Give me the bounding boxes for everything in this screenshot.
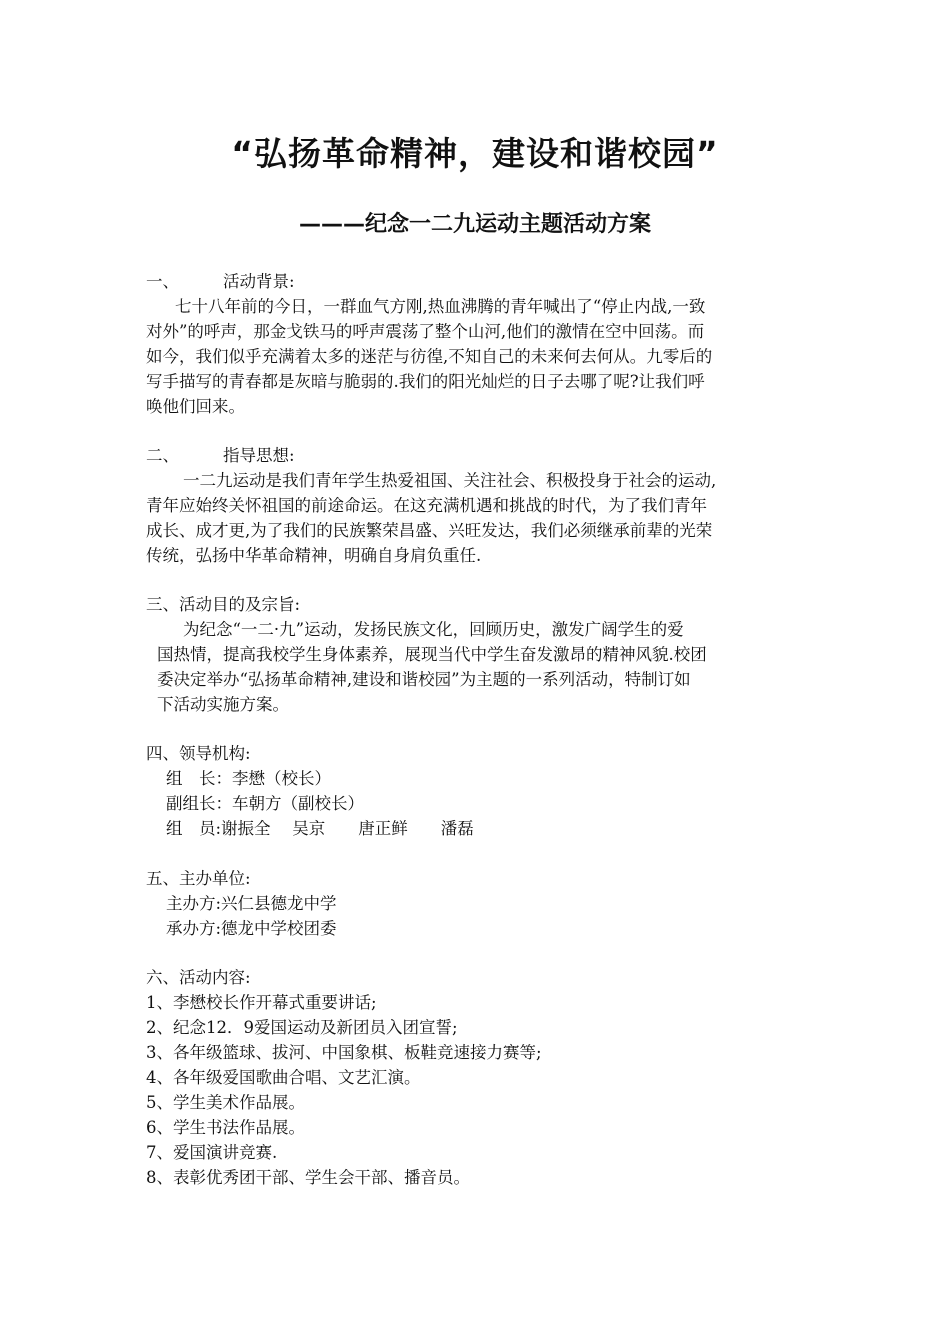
list-item: 5、学生美术作品展。: [146, 1093, 305, 1112]
list-item: 3、各年级篮球、拔河、中国象棋、板鞋竞速接力赛等;: [146, 1043, 542, 1062]
leader-line: 组 长：李懋（校长）: [166, 769, 331, 788]
list-item: 4、各年级爱国歌曲合唱、文艺汇演。: [146, 1068, 421, 1087]
section-heading-guiding: [146, 443, 295, 469]
list-item: 8、表彰优秀团干部、学生会干部、播音员。: [146, 1168, 470, 1187]
paragraph-line: 一二九运动是我们青年学生热爱祖国、关注社会、积极投身于社会的运动,: [183, 471, 717, 490]
paragraph-line: 唤他们回来。: [146, 397, 245, 416]
section-heading-background: [146, 269, 295, 295]
section-number: 一、: [146, 272, 179, 291]
paragraph-line: 为纪念“一二·九”运动，发扬民族文化，回顾历史，激发广阔学生的爱: [183, 620, 684, 639]
paragraph-line: 下活动实施方案。: [157, 695, 289, 714]
paragraph-line: 青年应始终关怀祖国的前途命运。在这充满机遇和挑战的时代，为了我们青年: [146, 496, 707, 515]
section-heading-purpose: 三、活动目的及宗旨:: [146, 595, 301, 614]
co-organizer-line: 承办方:德龙中学校团委: [166, 919, 337, 938]
list-item: 7、爱国演讲竞赛.: [146, 1143, 278, 1162]
section-heading-leadership: 四、领导机构:: [146, 744, 251, 763]
list-item: 1、李懋校长作开幕式重要讲话;: [146, 993, 377, 1012]
section-number: 二、: [146, 446, 179, 465]
organizer-line: 主办方:兴仁县德龙中学: [166, 894, 337, 913]
paragraph-line: 写手描写的青春都是灰暗与脆弱的.我们的阳光灿烂的日子去哪了呢?让我们呼: [146, 372, 705, 391]
list-item: 6、学生书法作品展。: [146, 1118, 305, 1137]
page-title: “弘扬革命精神，建设和谐校园”: [231, 134, 719, 173]
paragraph-line: 成长、成才更,为了我们的民族繁荣昌盛、兴旺发达，我们必须继承前辈的光荣: [146, 521, 713, 540]
paragraph-line: 委决定举办“弘扬革命精神,建设和谐校园”为主题的一系列活动，特制订如: [157, 670, 691, 689]
paragraph-line: 七十八年前的今日，一群血气方刚,热血沸腾的青年喊出了“停止内战,一致: [175, 297, 706, 316]
paragraph-line: 传统，弘扬中华革命精神，明确自身肩负重任.: [146, 546, 482, 565]
page-subtitle: ———纪念一二九运动主题活动方案: [298, 212, 651, 237]
section-heading-label: 活动背景:: [223, 272, 295, 291]
section-heading-organizers: 五、主办单位:: [146, 869, 251, 888]
members-line: 组 员:谢振全 吴京 唐正鲜 潘磊: [166, 819, 474, 838]
section-heading-label: 指导思想:: [223, 446, 295, 465]
paragraph-line: 国热情，提高我校学生身体素养，展现当代中学生奋发激昂的精神风貌.校团: [157, 645, 707, 664]
list-item: 2、纪念12．9爱国运动及新团员入团宣誓;: [146, 1018, 458, 1037]
deputy-leader-line: 副组长：车朝方（副校长）: [166, 794, 364, 813]
paragraph-line: 如今，我们似乎充满着太多的迷茫与彷徨,不知自己的未来何去何从。九零后的: [146, 347, 713, 366]
section-heading-content: 六、活动内容:: [146, 968, 251, 987]
paragraph-line: 对外”的呼声，那金戈铁马的呼声震荡了整个山河,他们的激情在空中回荡。而: [146, 322, 705, 341]
